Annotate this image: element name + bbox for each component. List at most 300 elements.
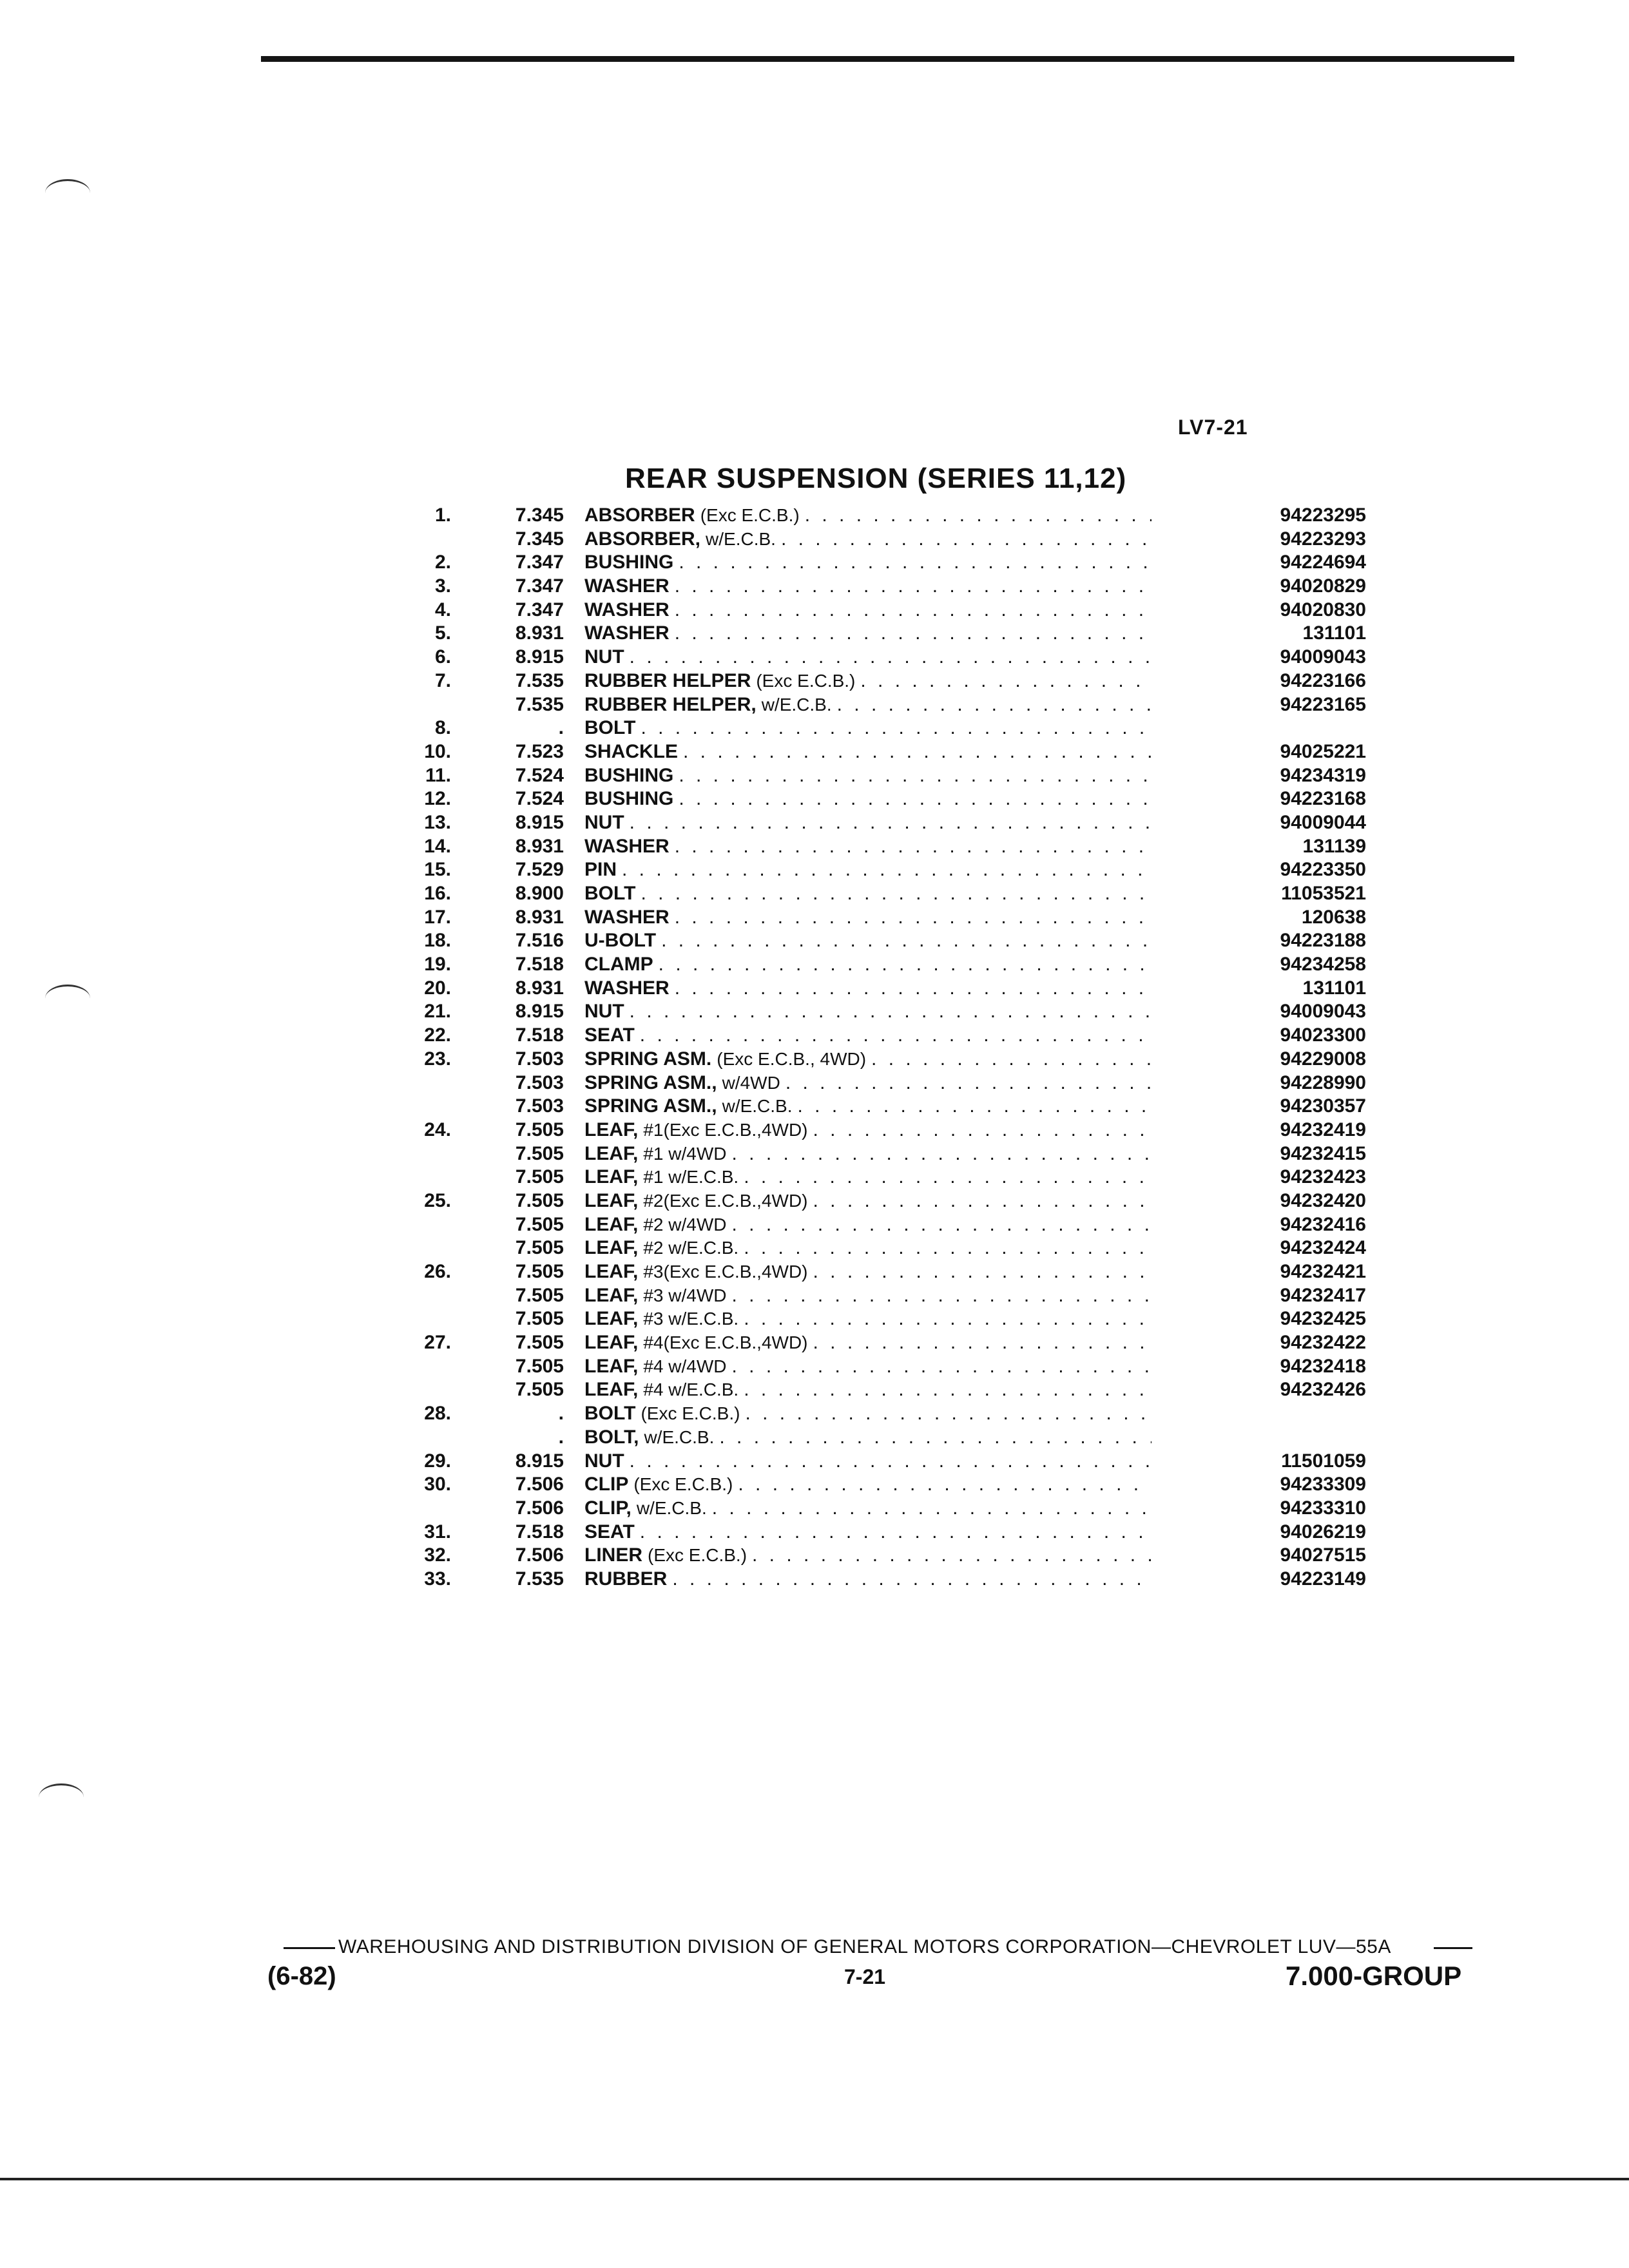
- part-description: [584, 1355, 1158, 1379]
- part-name: SPRING ASM.,: [584, 1095, 717, 1117]
- leader-dots: [679, 551, 1152, 575]
- part-row: [400, 1450, 1366, 1474]
- part-name: LEAF,: [584, 1284, 639, 1306]
- part-description: [584, 1236, 1158, 1260]
- part-number: 94229008: [1280, 1048, 1366, 1070]
- part-number: 94232424: [1280, 1237, 1366, 1259]
- part-name: BOLT: [584, 717, 636, 739]
- item-number: 7.: [434, 669, 451, 691]
- item-number: 32.: [424, 1544, 451, 1566]
- part-row: [400, 1236, 1366, 1260]
- leader-dots: [679, 787, 1152, 811]
- part-description: [584, 1378, 1158, 1402]
- part-row: [400, 1521, 1366, 1544]
- part-name: PIN: [584, 859, 617, 881]
- part-name: LEAF,: [584, 1119, 639, 1140]
- item-number: 13.: [424, 811, 451, 833]
- part-note: #3 w/4WD: [643, 1285, 727, 1305]
- item-number: 5.: [434, 622, 451, 644]
- part-row: [400, 811, 1366, 835]
- part-number: 94228990: [1280, 1072, 1366, 1093]
- part-name: WASHER: [584, 599, 670, 620]
- part-name: BOLT: [584, 883, 636, 904]
- part-name: ABSORBER,: [584, 528, 701, 550]
- group-number: 7.506: [515, 1474, 564, 1495]
- part-name: LEAF,: [584, 1142, 639, 1164]
- page-title: REAR SUSPENSION (SERIES 11,12): [625, 463, 1127, 494]
- item-number: 10.: [424, 740, 451, 762]
- part-row: [400, 764, 1366, 788]
- part-row: [400, 906, 1366, 930]
- leader-dots: [661, 929, 1152, 953]
- part-number: 94232419: [1280, 1119, 1366, 1140]
- part-number: 94232423: [1280, 1166, 1366, 1188]
- group-number: 8.931: [515, 835, 564, 857]
- part-note: (Exc E.C.B.): [756, 670, 856, 691]
- leader-dots: [675, 599, 1152, 622]
- leader-dots: [640, 1521, 1152, 1544]
- leader-dots: [675, 906, 1152, 930]
- part-description: [584, 1260, 1158, 1284]
- leader-dots: [672, 1568, 1152, 1591]
- part-name: NUT: [584, 811, 624, 833]
- item-number: 23.: [424, 1048, 451, 1070]
- leader-dots: [641, 716, 1152, 740]
- part-number: 94234258: [1280, 954, 1366, 975]
- part-number: 11501059: [1281, 1450, 1366, 1472]
- part-number: 94232425: [1280, 1308, 1366, 1330]
- part-row: [400, 858, 1366, 882]
- leader-dots: [641, 882, 1152, 906]
- footer-dash-left: [284, 1947, 335, 1949]
- leader-dots: [683, 740, 1152, 764]
- group-number: 7.505: [515, 1379, 564, 1401]
- group-number: 8.931: [515, 622, 564, 644]
- item-number: 19.: [424, 954, 451, 975]
- part-row: [400, 740, 1366, 764]
- part-row: [400, 1497, 1366, 1521]
- part-note: #3 w/E.C.B.: [643, 1309, 739, 1329]
- leader-dots: [860, 669, 1152, 693]
- item-number: 30.: [424, 1474, 451, 1495]
- part-row: [400, 1331, 1366, 1355]
- part-number: 94020829: [1280, 575, 1366, 597]
- margin-scan-mark: [39, 1783, 84, 1811]
- item-number: 31.: [424, 1521, 451, 1542]
- part-description: [584, 1402, 1158, 1426]
- part-row: [400, 953, 1366, 977]
- part-number: 94233310: [1280, 1497, 1366, 1519]
- part-row: [400, 1284, 1366, 1308]
- top-rule: [261, 56, 1514, 62]
- leader-dots: [622, 858, 1152, 882]
- part-description: [584, 1426, 1158, 1450]
- group-number: .: [558, 717, 564, 739]
- part-row: [400, 1166, 1366, 1189]
- parts-list: [400, 504, 1366, 1591]
- part-note: #1 w/E.C.B.: [643, 1167, 739, 1187]
- part-number: 94009043: [1280, 1001, 1366, 1023]
- group-number: 7.518: [515, 1521, 564, 1542]
- part-number: 131139: [1302, 835, 1366, 857]
- group-number: 7.505: [515, 1119, 564, 1140]
- part-description: [584, 1497, 1158, 1521]
- part-note: (Exc E.C.B., 4WD): [717, 1048, 867, 1069]
- part-name: WASHER: [584, 906, 670, 928]
- part-note: #3(Exc E.C.B.,4WD): [643, 1262, 808, 1282]
- part-name: BUSHING: [584, 788, 674, 810]
- part-number: 131101: [1302, 622, 1366, 644]
- item-number: 6.: [434, 646, 451, 668]
- part-description: [584, 906, 1158, 930]
- part-row: [400, 528, 1366, 552]
- part-note: #1(Exc E.C.B.,4WD): [643, 1119, 808, 1140]
- part-number: 94223168: [1280, 788, 1366, 810]
- leader-dots: [732, 1284, 1152, 1308]
- part-note: (Exc E.C.B.): [641, 1403, 740, 1424]
- part-description: [584, 1450, 1158, 1474]
- group-number: 7.518: [515, 1024, 564, 1046]
- group-number: 7.505: [515, 1332, 564, 1354]
- leader-dots: [679, 764, 1152, 788]
- part-description: [584, 1213, 1158, 1237]
- part-description: [584, 1119, 1158, 1142]
- part-name: NUT: [584, 1450, 624, 1472]
- group-number: 7.505: [515, 1213, 564, 1235]
- part-row: [400, 1426, 1366, 1450]
- part-row: [400, 835, 1366, 859]
- part-number: 94232418: [1280, 1355, 1366, 1377]
- group-number: 8.915: [515, 1450, 564, 1472]
- part-description: [584, 929, 1158, 953]
- part-description: [584, 716, 1158, 740]
- part-number: 94223295: [1280, 505, 1366, 526]
- item-number: 27.: [424, 1332, 451, 1354]
- group-number: 7.503: [515, 1048, 564, 1070]
- item-number: 2.: [434, 552, 451, 573]
- part-name: LEAF,: [584, 1379, 639, 1401]
- group-number: 7.535: [515, 1568, 564, 1590]
- part-name: LEAF,: [584, 1237, 639, 1259]
- part-note: #2(Exc E.C.B.,4WD): [643, 1190, 808, 1211]
- part-name: WASHER: [584, 835, 670, 857]
- part-description: [584, 1166, 1158, 1189]
- part-row: [400, 1473, 1366, 1497]
- part-description: [584, 835, 1158, 859]
- part-note: #4(Exc E.C.B.,4WD): [643, 1332, 808, 1353]
- part-name: WASHER: [584, 575, 670, 597]
- group-number: 7.505: [515, 1237, 564, 1259]
- part-number: 94026219: [1280, 1521, 1366, 1542]
- group-number: 8.931: [515, 977, 564, 999]
- part-row: [400, 1568, 1366, 1591]
- part-row: [400, 1260, 1366, 1284]
- part-row: [400, 882, 1366, 906]
- part-description: [584, 953, 1158, 977]
- group-number: 7.505: [515, 1308, 564, 1330]
- part-row: [400, 1000, 1366, 1024]
- part-row: [400, 1024, 1366, 1048]
- leader-dots: [744, 1236, 1152, 1260]
- part-row: [400, 1544, 1366, 1568]
- part-description: [584, 1189, 1158, 1213]
- group-number: 7.505: [515, 1166, 564, 1188]
- part-row: [400, 977, 1366, 1001]
- part-description: [584, 646, 1158, 669]
- leader-dots: [630, 646, 1152, 669]
- part-description: [584, 977, 1158, 1001]
- part-number: 94230357: [1280, 1095, 1366, 1117]
- part-number: 94232415: [1280, 1142, 1366, 1164]
- part-note: w/E.C.B.: [636, 1497, 707, 1518]
- part-row: [400, 1119, 1366, 1142]
- item-number: 3.: [434, 575, 451, 597]
- group-number: 7.345: [515, 505, 564, 526]
- group-number: 8.915: [515, 646, 564, 668]
- part-name: LEAF,: [584, 1355, 639, 1377]
- item-number: 12.: [424, 788, 451, 810]
- leader-dots: [813, 1119, 1152, 1142]
- part-name: WASHER: [584, 977, 670, 999]
- footer-group: 7.000-GROUP: [1286, 1961, 1462, 1991]
- part-description: [584, 811, 1158, 835]
- part-row: [400, 551, 1366, 575]
- part-note: #4 w/E.C.B.: [643, 1379, 739, 1400]
- leader-dots: [744, 1166, 1152, 1189]
- part-number: 94232422: [1280, 1332, 1366, 1354]
- part-number: 94232416: [1280, 1213, 1366, 1235]
- group-number: 7.523: [515, 740, 564, 762]
- part-note: #2 w/4WD: [643, 1214, 727, 1235]
- part-description: [584, 764, 1158, 788]
- part-description: [584, 882, 1158, 906]
- leader-dots: [712, 1497, 1152, 1521]
- part-description: [584, 787, 1158, 811]
- part-number: 94232421: [1280, 1261, 1366, 1282]
- part-number: 94027515: [1280, 1544, 1366, 1566]
- group-number: 7.535: [515, 693, 564, 715]
- leader-dots: [738, 1473, 1152, 1497]
- leader-dots: [675, 835, 1152, 859]
- leader-dots: [719, 1426, 1152, 1450]
- part-note: (Exc E.C.B.): [700, 505, 800, 525]
- part-description: [584, 622, 1158, 646]
- part-description: [584, 693, 1158, 717]
- item-number: 22.: [424, 1024, 451, 1046]
- part-row: [400, 646, 1366, 669]
- part-name: LEAF,: [584, 1332, 639, 1354]
- part-description: [584, 669, 1158, 693]
- part-description: [584, 551, 1158, 575]
- group-number: 7.505: [515, 1189, 564, 1211]
- item-number: 18.: [424, 930, 451, 952]
- page-code: LV7-21: [1178, 416, 1248, 439]
- part-row: [400, 1378, 1366, 1402]
- leader-dots: [786, 1072, 1152, 1095]
- part-number: 94020830: [1280, 599, 1366, 620]
- part-description: [584, 740, 1158, 764]
- leader-dots: [781, 528, 1152, 552]
- part-name: RUBBER: [584, 1568, 668, 1590]
- item-number: 16.: [424, 883, 451, 904]
- part-number: 94223350: [1280, 859, 1366, 881]
- part-name: LEAF,: [584, 1166, 639, 1188]
- leader-dots: [732, 1213, 1152, 1237]
- part-row: [400, 1307, 1366, 1331]
- item-number: 1.: [434, 505, 451, 526]
- group-number: 7.524: [515, 764, 564, 786]
- part-row: [400, 622, 1366, 646]
- group-number: 7.505: [515, 1284, 564, 1306]
- part-number: 120638: [1301, 906, 1366, 928]
- footer-page-number: 7-21: [844, 1965, 886, 1988]
- part-description: [584, 1284, 1158, 1308]
- part-number: 94223149: [1280, 1568, 1366, 1590]
- part-row: [400, 1213, 1366, 1237]
- footer-date: (6-82): [267, 1962, 336, 1990]
- part-description: [584, 1072, 1158, 1095]
- part-description: [584, 1307, 1158, 1331]
- leader-dots: [732, 1355, 1152, 1379]
- part-name: RUBBER HELPER: [584, 669, 751, 691]
- leader-dots: [813, 1331, 1152, 1355]
- leader-dots: [745, 1402, 1152, 1426]
- leader-dots: [805, 504, 1152, 528]
- bottom-rule: [0, 2178, 1629, 2180]
- part-row: [400, 929, 1366, 953]
- group-number: 7.518: [515, 954, 564, 975]
- part-note: w/4WD: [722, 1072, 780, 1093]
- item-number: 20.: [424, 977, 451, 999]
- leader-dots: [837, 693, 1152, 717]
- footer-division: WAREHOUSING AND DISTRIBUTION DIVISION OF GENERAL MOTORS CORPORATION—CHEVROLET LUV—55A: [338, 1936, 1391, 1957]
- part-row: [400, 575, 1366, 599]
- leader-dots: [744, 1378, 1152, 1402]
- group-number: 8.900: [515, 883, 564, 904]
- item-number: 8.: [434, 717, 451, 739]
- leader-dots: [630, 1450, 1152, 1474]
- part-description: [584, 575, 1158, 599]
- group-number: 7.503: [515, 1095, 564, 1117]
- leader-dots: [813, 1260, 1152, 1284]
- part-note: (Exc E.C.B.): [648, 1545, 747, 1566]
- part-name: SEAT: [584, 1521, 635, 1542]
- part-note: w/E.C.B.: [706, 528, 776, 549]
- part-name: LINER: [584, 1544, 642, 1566]
- item-number: 25.: [424, 1189, 451, 1211]
- part-description: [584, 1095, 1158, 1119]
- part-description: [584, 1544, 1158, 1568]
- footer-dash-right: [1434, 1947, 1472, 1949]
- leader-dots: [640, 1024, 1152, 1048]
- group-number: 7.506: [515, 1497, 564, 1519]
- part-number: 94224694: [1280, 552, 1366, 573]
- part-name: BOLT: [584, 1403, 636, 1425]
- part-number: 94025221: [1280, 740, 1366, 762]
- group-number: 7.516: [515, 930, 564, 952]
- part-row: [400, 1189, 1366, 1213]
- part-name: BUSHING: [584, 764, 674, 786]
- group-number: 7.524: [515, 788, 564, 810]
- part-row: [400, 1048, 1366, 1072]
- part-name: CLIP: [584, 1474, 629, 1495]
- item-number: 11.: [425, 764, 451, 786]
- part-note: (Exc E.C.B.): [633, 1474, 733, 1495]
- part-row: [400, 504, 1366, 528]
- group-number: 7.505: [515, 1355, 564, 1377]
- group-number: 7.347: [515, 599, 564, 620]
- leader-dots: [744, 1307, 1152, 1331]
- part-row: [400, 1142, 1366, 1166]
- item-number: 4.: [434, 599, 451, 620]
- part-description: [584, 599, 1158, 622]
- part-note: #4 w/4WD: [643, 1356, 727, 1376]
- part-description: [584, 528, 1158, 552]
- item-number: 26.: [424, 1261, 451, 1282]
- part-row: [400, 1072, 1366, 1095]
- leader-dots: [752, 1544, 1152, 1568]
- part-row: [400, 1095, 1366, 1119]
- leader-dots: [630, 1000, 1152, 1024]
- part-name: CLAMP: [584, 954, 653, 975]
- group-number: 7.535: [515, 669, 564, 691]
- part-number: 94234319: [1280, 764, 1366, 786]
- part-number: 94009044: [1280, 811, 1366, 833]
- group-number: 7.347: [515, 575, 564, 597]
- item-number: 33.: [424, 1568, 451, 1590]
- part-name: NUT: [584, 646, 624, 668]
- group-number: .: [558, 1403, 564, 1425]
- part-name: CLIP,: [584, 1497, 631, 1519]
- part-name: ABSORBER: [584, 505, 695, 526]
- part-row: [400, 693, 1366, 717]
- part-note: w/E.C.B.: [644, 1427, 715, 1447]
- part-row: [400, 669, 1366, 693]
- part-description: [584, 1024, 1158, 1048]
- leader-dots: [798, 1095, 1152, 1119]
- item-number: 24.: [424, 1119, 451, 1140]
- part-description: [584, 1142, 1158, 1166]
- part-name: LEAF,: [584, 1213, 639, 1235]
- part-description: [584, 1473, 1158, 1497]
- part-number: 11053521: [1281, 883, 1366, 904]
- part-name: SPRING ASM.,: [584, 1072, 717, 1093]
- part-number: 94232420: [1280, 1189, 1366, 1211]
- part-number: 94223165: [1280, 693, 1366, 715]
- part-note: w/E.C.B.: [761, 694, 832, 715]
- part-description: [584, 1521, 1158, 1544]
- part-name: U-BOLT: [584, 930, 657, 952]
- part-number: 94009043: [1280, 646, 1366, 668]
- part-number: 94232426: [1280, 1379, 1366, 1401]
- part-name: WASHER: [584, 622, 670, 644]
- part-description: [584, 1000, 1158, 1024]
- leader-dots: [675, 575, 1152, 599]
- leader-dots: [675, 977, 1152, 1001]
- part-name: SPRING ASM.: [584, 1048, 712, 1070]
- part-row: [400, 787, 1366, 811]
- group-number: 7.347: [515, 552, 564, 573]
- part-number: 94223166: [1280, 669, 1366, 691]
- group-number: 7.506: [515, 1544, 564, 1566]
- part-description: [584, 504, 1158, 528]
- part-description: [584, 1568, 1158, 1591]
- part-note: #2 w/E.C.B.: [643, 1238, 739, 1258]
- group-number: 7.503: [515, 1072, 564, 1093]
- group-number: 7.505: [515, 1261, 564, 1282]
- part-note: #1 w/4WD: [643, 1143, 727, 1164]
- item-number: 28.: [424, 1403, 451, 1425]
